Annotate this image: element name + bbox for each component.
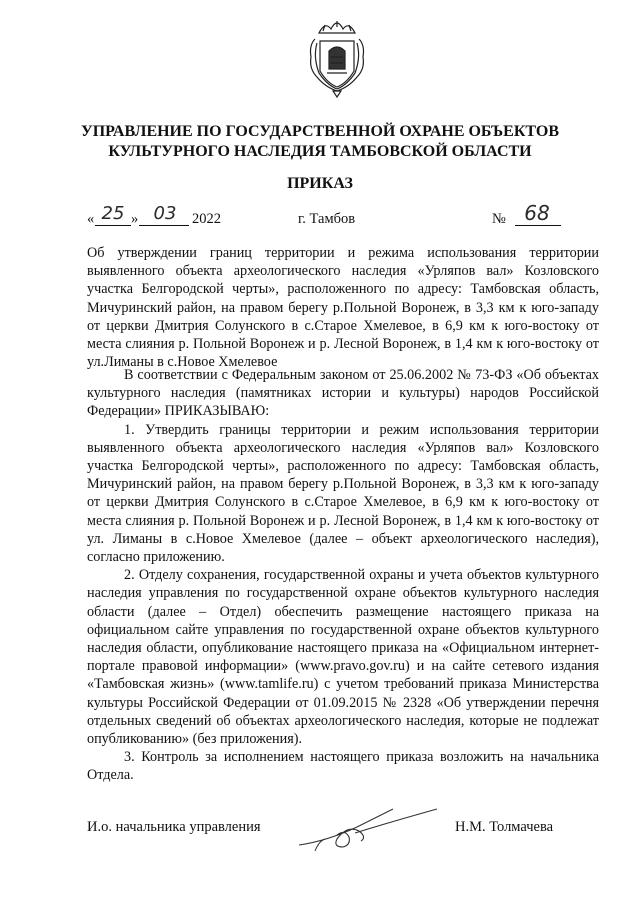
order-body: [87, 366, 599, 785]
document-number-label: №: [492, 211, 506, 227]
order-item-2: 2. Отделу сохранения, государственной охраны и учета объектов культурного наследия управления по государственной охране объектов культурного наследия области (далее – Отдел) обеспечить размещение настоящего приказа на официальном сайте управления по государственной охране объектов культурного наследия области, опубликование настоящего приказа на «Официальном интернет-портале правовой информации» (www.pravo.gov.ru) и на сайте сетевого издания «Тамбовская жизнь» (www.tamlife.ru) с учетом требований приказа Министерства культуры Российской Федерации от 01.09.2015 № 2328 «Об утверждении перечня отдельных сведений об объектах археологического наследия, которые не подлежат опубликованию» (без приложения).: [87, 567, 599, 748]
document-type: ПРИКАЗ: [287, 175, 353, 192]
date-day-underline: [95, 225, 131, 226]
date-open-quote: «: [87, 211, 95, 227]
date-month: 03: [153, 203, 177, 224]
signatory-position: И.о. начальника управления: [87, 819, 261, 835]
date-year: 2022: [192, 211, 221, 227]
date-close-quote: »: [131, 211, 139, 227]
signature-block: [87, 815, 587, 855]
signatory-name: Н.М. Толмачева: [455, 819, 554, 835]
organization-title-line-1: УПРАВЛЕНИЕ ПО ГОСУДАРСТВЕННОЙ ОХРАНЕ ОБЪЕКТОВ: [80, 123, 559, 140]
handwritten-signature-icon: [297, 801, 447, 861]
tambov-coat-of-arms-icon: [307, 17, 367, 99]
order-item-3: 3. Контроль за исполнением настоящего приказа возложить на начальника Отдела.: [87, 749, 599, 784]
order-subject: Об утверждении границ территории и режима использования территории выявленного объекта археологического наследия «Урляпов вал» Козловского участка Белгородской черты», расположенного по адресу: Тамбовская область, Мичуринский район, на правом берегу р.Польной Воронеж, в 3,3 км к юго-западу от церкви Дмитрия Солунского в с.Старое Хмелевое, в 6,9 км к юго-востоку от места слияния р. Польной Воронеж и р. Лесной Воронеж, в 1,4 км к юго-востоку от ул.Лиманы в с.Новое Хмелевое: [87, 245, 599, 371]
document-city: г. Тамбов: [298, 211, 356, 227]
date-day: 25: [101, 203, 125, 224]
organization-title-line-2: КУЛЬТУРНОГО НАСЛЕДИЯ ТАМБОВСКОЙ ОБЛАСТИ: [108, 143, 532, 160]
order-preamble: В соответствии с Федеральным законом от 25.06.2002 № 73-ФЗ «Об объектах культурного наследия (памятниках истории и культуры) народов Российской Федерации» ПРИКАЗЫВАЮ:: [87, 367, 599, 420]
date-month-underline: [139, 225, 189, 226]
organization-title: [60, 122, 580, 162]
document-number-underline: [515, 225, 561, 226]
date-number-row: [87, 203, 570, 233]
document-number: 68: [524, 201, 550, 225]
order-item-1: 1. Утвердить границы территории и режим использования территории выявленного объекта археологического наследия «Урляпов вал» Козловского участка Белгородской черты», расположенного по адресу: Тамбовская область, Мичуринский район, на правом берегу р.Польной Воронеж, в 3,3 км к юго-западу от церкви Дмитрия Солунского в с.Старое Хмелевое, в 6,9 км к юго-востоку от места слияния р. Польной Воронеж и р. Лесной Воронеж, в 1,4 км к юго-востоку от ул. Лиманы в с.Новое Хмелевое (далее – объект археологического наследия), согласно приложению.: [87, 421, 599, 566]
